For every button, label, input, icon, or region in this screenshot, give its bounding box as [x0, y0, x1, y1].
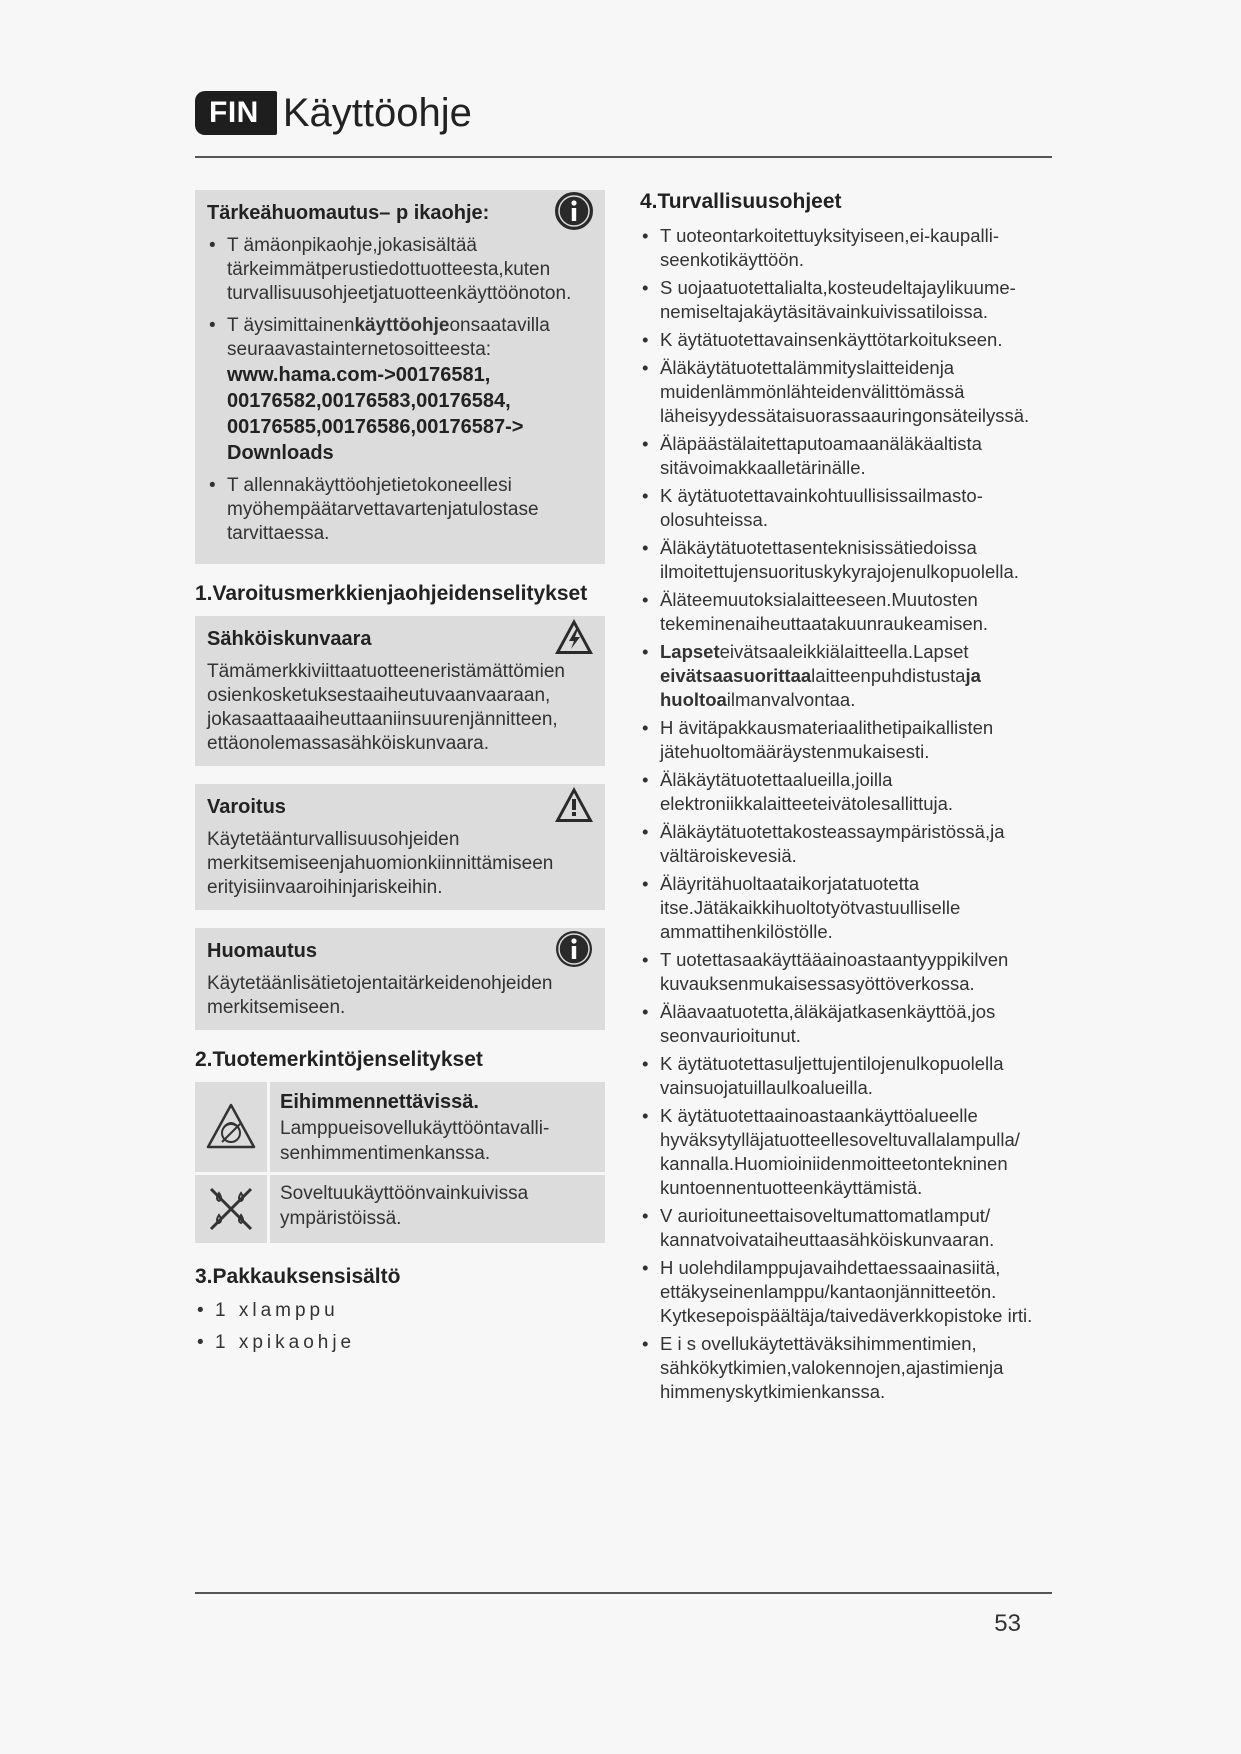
list-item: • Äläkäytätuotettalämmityslaitteidenja muidenlämmönlähteidenvälittömässä läheisyydessätaisuorassaauringonsäteilyssä. — [640, 356, 1060, 428]
list-item: • Äläteemuutoksialaitteeseen.Muutosten tekeminenaiheuttaatakuunraukeamisen. — [640, 588, 1060, 636]
important-note-list — [207, 234, 593, 546]
list-item: • Äläkäytätuotettakosteassaympäristössä,ja vältäroiskevesiä. — [640, 820, 1060, 868]
no-dimmer-icon — [205, 1101, 257, 1153]
left-column — [195, 190, 605, 1363]
section-2-title: 2.Tuotemerkintöjenselitykset — [195, 1048, 483, 1071]
list-item: • Lapseteivätsaaleikkiälaitteella.Lapset eivätsaasuorittaalaitteenpuhdistustaja huoltoailmanvalvontaa. — [640, 640, 1060, 712]
list-item: • 1 xpikaohje — [195, 1331, 605, 1355]
list-item: • Äläkäytätuotettaalueilla,joilla elektroniikkalaitteeteivätolesallittuja. — [640, 768, 1060, 816]
list-item: • T allennakäyttöohjetietokoneellesi myöhempäätarvettavartenjatulostase tarvittaessa. — [207, 474, 593, 546]
page-title: Käyttöohje — [282, 91, 472, 135]
language-badge: FIN — [195, 91, 277, 135]
section-4-title: 4.Turvallisuusohjeet — [640, 190, 842, 213]
header-divider — [195, 156, 1052, 158]
page-number: 53 — [994, 1610, 1021, 1637]
electric-shock-warning-icon — [553, 616, 595, 658]
footer-divider — [195, 1592, 1052, 1594]
page-header — [195, 88, 472, 138]
info-icon — [553, 928, 595, 970]
note-box-title: Huomautus — [207, 940, 317, 962]
list-item: • Äläkäytätuotettasenteknisissätiedoissa ilmoitettujensuorituskykyrajojenulkopuolella. — [640, 536, 1060, 584]
section-3-title: 3.Pakkauksensisältö — [195, 1265, 401, 1288]
important-note-title: Tärkeähuomautus– p ikaohje: — [207, 202, 490, 224]
important-note-box — [195, 190, 605, 564]
symbol-description: Lamppueisovellukäyttööntavalli- senhimmentimenkanssa. — [280, 1118, 550, 1164]
list-item: • S uojaatuotettalialta,kosteudeltajaylikuume- nemiseltajakäytäsitävainkuivissatiloissa. — [640, 276, 1060, 324]
table-row — [195, 1175, 605, 1243]
list-item: • Äläpäästälaitettaputoamaanäläkäaltista sitävoimakkaalletärinälle. — [640, 432, 1060, 480]
list-item: • H ävitäpakkausmateriaalithetipaikallisten jätehuoltomääräystenmukaisesti. — [640, 716, 1060, 764]
list-item: • T uotettasaakäyttääainoastaantyyppikilven kuvauksenmukaisessasyöttöverkossa. — [640, 948, 1060, 996]
list-item: • 1 xlamppu — [195, 1299, 605, 1323]
list-item: • H uolehdilamppujavaihdettaessaainasiitä, ettäkyseinenlamppu/kantaonjännitteetön. Kytkesepoispäältäja/taivedäverkkopistoke irti. — [640, 1256, 1060, 1328]
manual-download-link[interactable]: www.hama.com->00176581, 00176582,00176583,00176584, 00176585,00176586,00176587-> Downloads — [227, 364, 524, 464]
symbol-description: Soveltuukäyttöönvainkuivissa ympäristöissä. — [280, 1183, 529, 1229]
table-row — [195, 1082, 605, 1175]
list-item: • K äytätuotettaainoastaankäyttöalueelle hyväksytylläjatuotteellesoveltuvallalampulla/ kannalla.Huomioiniidenmoitteetontekninen kuntoennentuotteenkäyttämistä. — [640, 1104, 1060, 1200]
list-item: • Äläyritähuoltaataikorjatatuotetta itse.Jätäkaikkihuoltotyötvastuulliselle ammattihenkilöstölle. — [640, 872, 1060, 944]
list-item: • K äytätuotettasuljettujentilojenulkopuolella vainsuojatuillaulkoalueilla. — [640, 1052, 1060, 1100]
list-item: • T uoteontarkoitettuyksityiseen,ei-kaupalli- seenkotikäyttöön. — [640, 224, 1060, 272]
warning-box-title: Sähköiskunvaara — [207, 628, 372, 650]
list-item: • K äytätuotettavainsenkäyttötarkoitukseen. — [640, 328, 1060, 352]
list-item: • T äysimittainenkäyttöohjeonsaatavilla seuraavastainternetosoitteesta: www.hama.com->00176581, 00176582,00176583,00176584, 00176585,00176586,00176587-> Downloads — [207, 314, 593, 466]
section-1-title: 1.Varoitusmerkkienjaohjeidenselitykset — [195, 582, 588, 605]
warning-box-text: Tämämerkkiviittaatuotteeneristämättömien osienkosketuksestaaiheutuvaanvaaraan, jokasaattaaaiheuttaaniinsuurenjännitteen, ettäonolemassasähköiskunvaara. — [207, 661, 565, 754]
warning-box-title: Varoitus — [207, 796, 286, 818]
package-contents-list — [195, 1299, 605, 1355]
warning-triangle-icon — [553, 784, 595, 826]
dry-rooms-only-icon — [205, 1183, 257, 1235]
safety-instructions-list — [640, 224, 1060, 1404]
list-item: • E i s ovellukäytettäväksihimmentimien, sähkökytkimien,valokennojen,ajastimienja himmenyskytkimienkanssa. — [640, 1332, 1060, 1404]
list-item: • Äläavaatuotetta,äläkäjatkasenkäyttöä,jos seonvaurioitunut. — [640, 1000, 1060, 1048]
list-item: • V aurioituneettaisoveltumattomatlamput/ kannatvoivataiheuttaasähköiskunvaaran. — [640, 1204, 1060, 1252]
warning-box-general — [195, 784, 605, 910]
list-item: • T ämäonpikaohje,jokasisältää tärkeimmätperustiedottuotteesta,kuten turvallisuusohjeetjatuotteenkäyttöönoton. — [207, 234, 593, 306]
warning-box-text: Käytetäänturvallisuusohjeiden merkitsemiseenjahuomionkiinnittämiseen erityisiinvaaroihinjariskeihin. — [207, 829, 554, 898]
warning-box-electric — [195, 616, 605, 766]
right-column — [640, 188, 1060, 1408]
list-item: • K äytätuotettavainkohtuullisissailmasto- olosuhteissa. — [640, 484, 1060, 532]
symbols-table — [195, 1082, 605, 1243]
symbol-title: Eihimmennettävissä. — [280, 1091, 479, 1113]
note-box-text: Käytetäänlisätietojentaitärkeidenohjeiden merkitsemiseen. — [207, 973, 553, 1018]
info-icon — [553, 190, 595, 232]
note-box — [195, 928, 605, 1030]
